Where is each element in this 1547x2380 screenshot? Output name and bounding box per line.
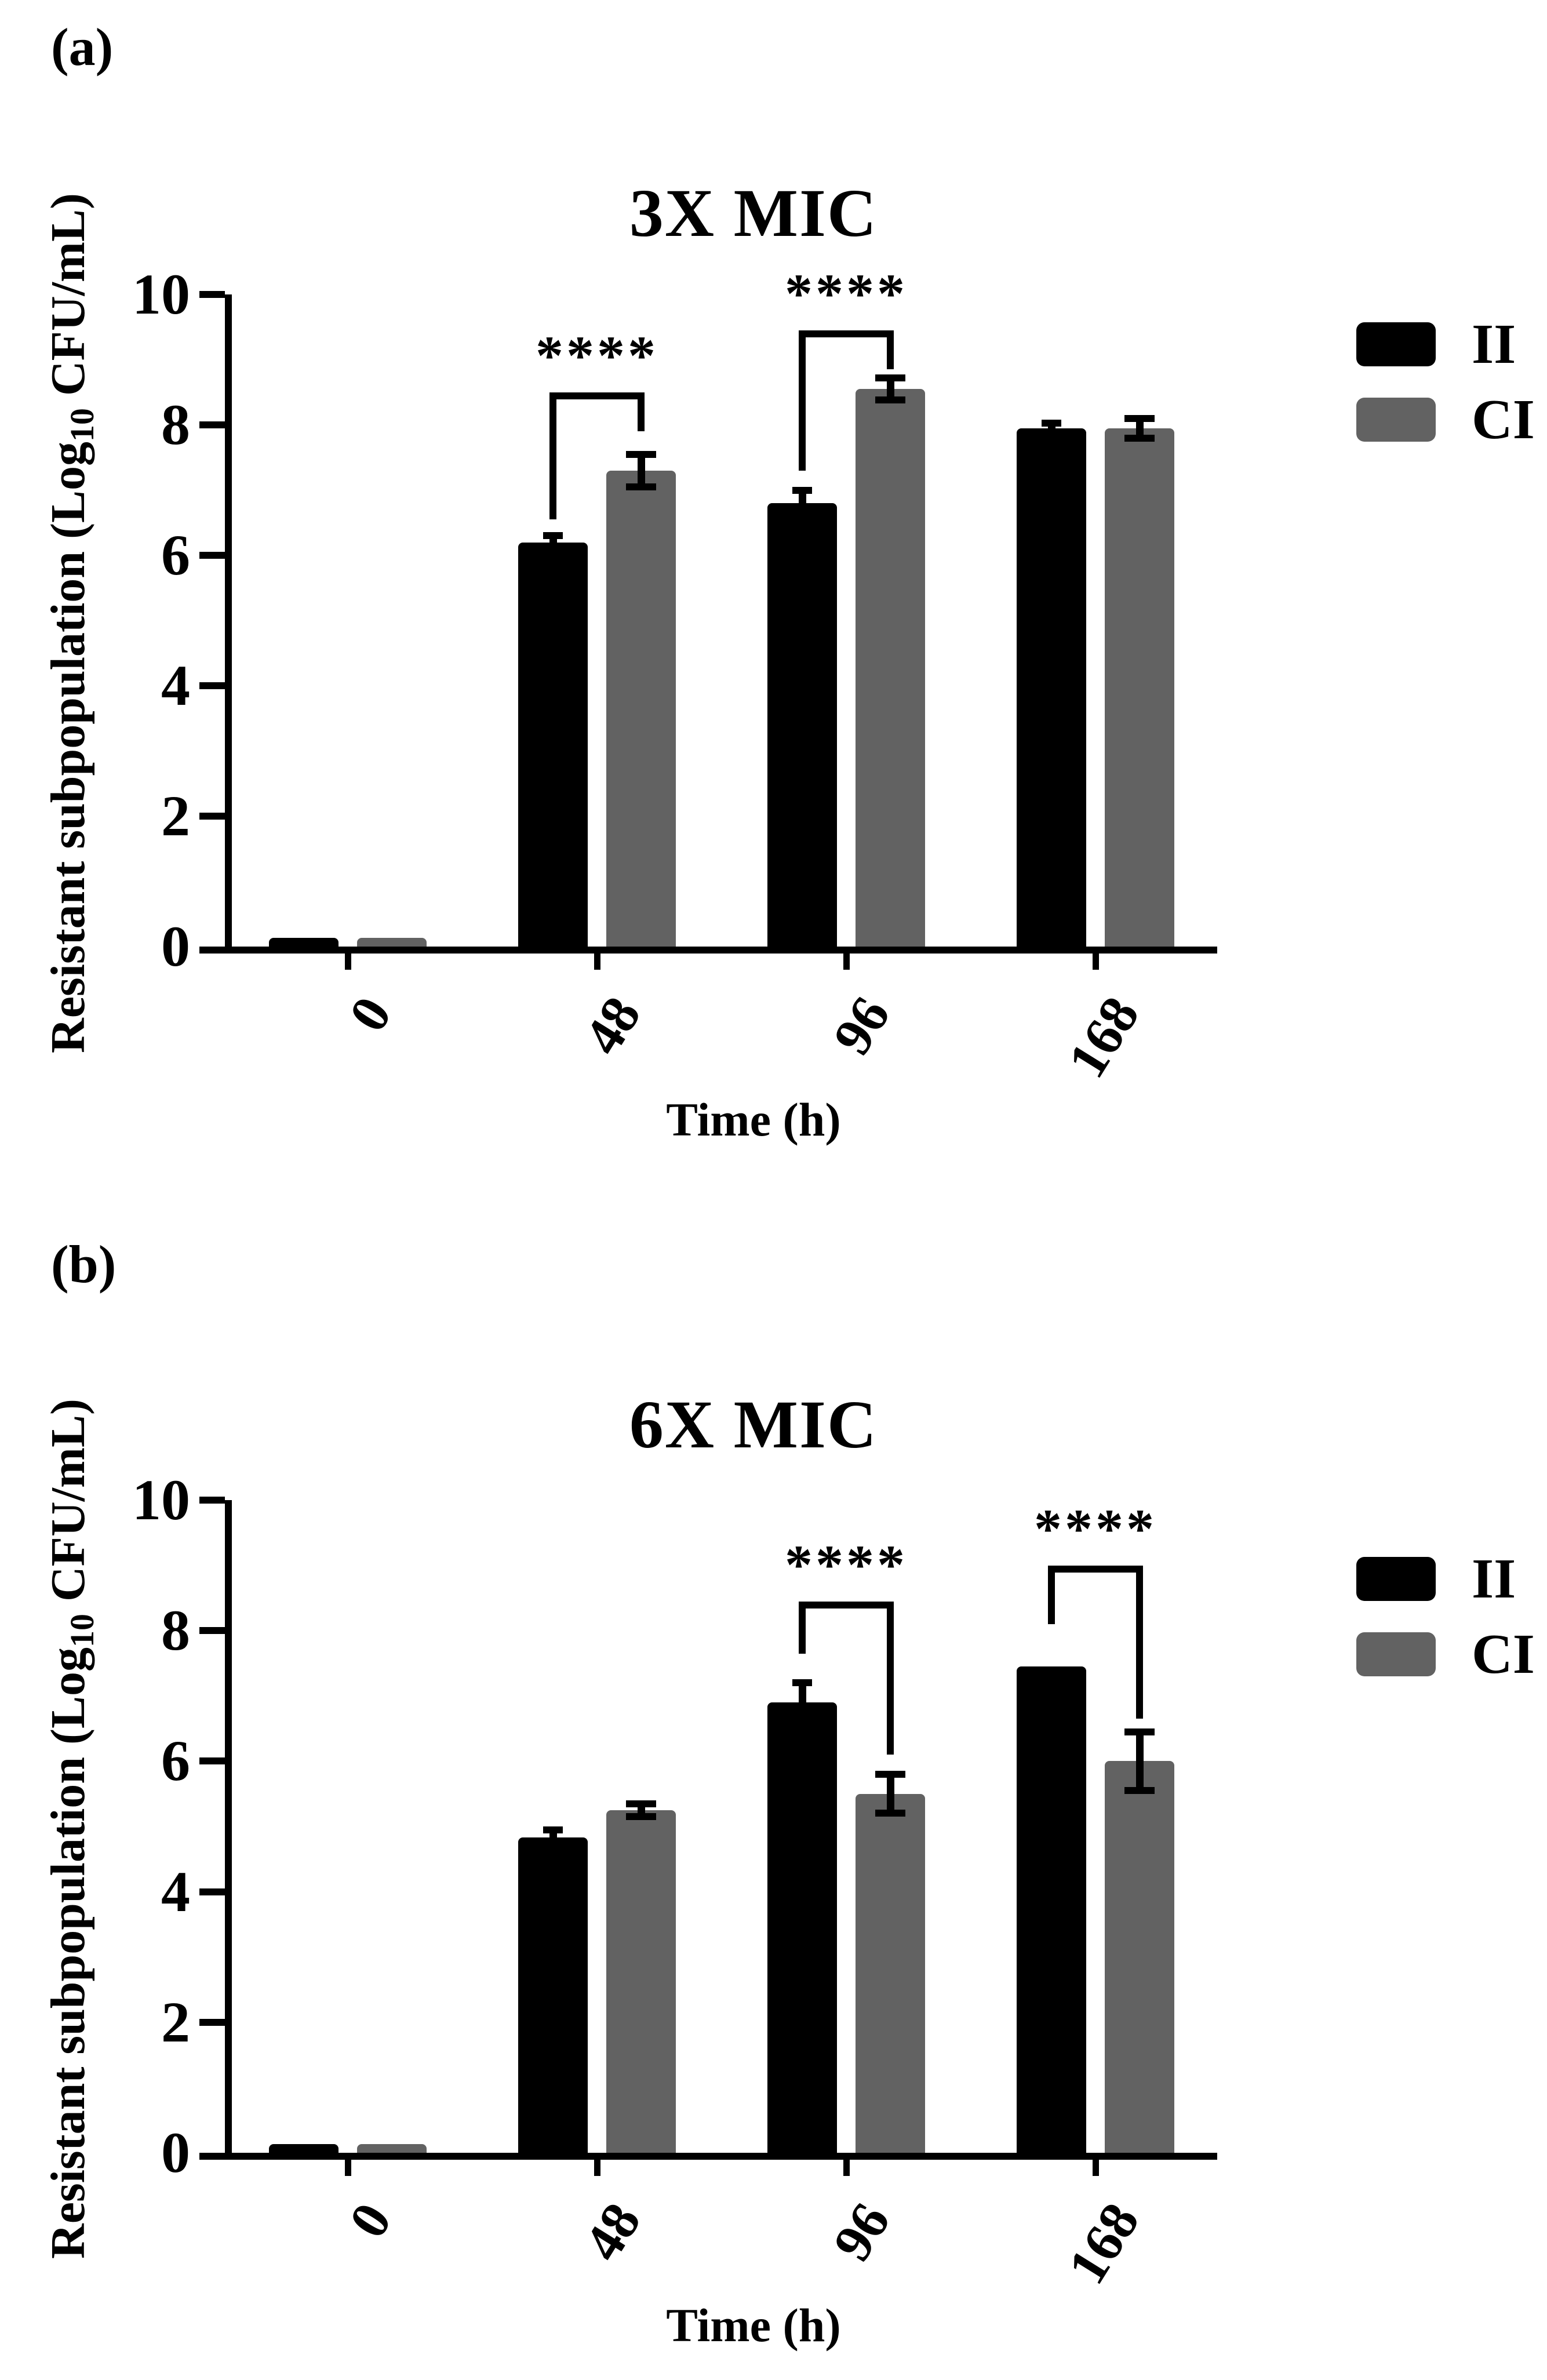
y-tick-label: 10 — [132, 262, 190, 326]
y-tick-label: 4 — [161, 1859, 190, 1924]
y-axis-title-subscript: 10 — [63, 408, 101, 442]
legend-swatch-ii — [1356, 1557, 1436, 1601]
bar-ci-168 — [1105, 1761, 1174, 2153]
significance-stars: **** — [536, 324, 658, 387]
y-tick-label: 0 — [161, 914, 190, 978]
y-tick — [199, 421, 225, 428]
legend-item-ii — [1356, 1548, 1535, 1626]
legend-item-ci — [1356, 1623, 1535, 1701]
y-axis-title-subscript-b: 10 — [63, 1614, 101, 1647]
x-tick — [843, 2160, 850, 2176]
y-tick — [199, 947, 225, 954]
bar-ci-168 — [1105, 428, 1174, 947]
y-tick — [199, 1757, 225, 1764]
y-axis-title-text2-b: CFU/mL) — [41, 1399, 95, 1614]
x-category-label: 0 — [337, 987, 403, 1042]
panel-label-b: (b) — [51, 1235, 117, 1294]
x-category-label: 48 — [572, 2193, 653, 2272]
y-tick — [199, 291, 225, 298]
significance-bracket-left — [549, 392, 556, 519]
error-bar-cap-bottom — [792, 1719, 812, 1726]
error-bar-stem — [887, 1774, 894, 1814]
y-tick — [199, 1497, 225, 1504]
y-tick — [199, 1888, 225, 1895]
legend-label-ii: II — [1472, 313, 1516, 376]
x-tick — [843, 954, 850, 970]
legend-b — [1356, 1548, 1535, 1701]
x-tick — [345, 954, 351, 970]
error-bar-cap-top — [792, 487, 812, 494]
x-category-label: 0 — [337, 2193, 403, 2248]
panel-b — [0, 1188, 1547, 2380]
legend-item-ci — [1356, 388, 1535, 467]
chart-title-6x-mic: 6X MIC — [629, 1386, 878, 1462]
bar-ii-96 — [767, 503, 837, 947]
y-tick — [199, 682, 225, 689]
y-tick — [199, 552, 225, 559]
y-tick — [199, 1627, 225, 1634]
error-bar-cap-top — [1124, 1728, 1155, 1735]
plot-area-a — [0, 0, 1547, 1188]
y-tick — [199, 2019, 225, 2026]
error-bar-stem — [1136, 1732, 1144, 1791]
x-axis-title-b: Time (h) — [666, 2299, 841, 2352]
error-bar-stem — [638, 454, 645, 487]
x-tick — [594, 2160, 600, 2176]
legend-swatch-ii — [1356, 322, 1436, 366]
error-bar-cap-bottom — [792, 513, 812, 520]
y-axis-title-text2: CFU/mL) — [41, 193, 95, 408]
error-bar-cap-top — [626, 451, 656, 458]
error-bar-cap-top — [543, 1826, 563, 1833]
x-tick — [345, 2160, 351, 2176]
significance-bracket-bar — [799, 1602, 894, 1608]
error-bar-cap-bottom — [1124, 1787, 1155, 1794]
error-bar-cap-bottom — [1042, 430, 1061, 437]
significance-bracket-right — [887, 330, 894, 370]
bar-ii-168 — [1017, 428, 1086, 947]
bar-ci-48 — [606, 1810, 676, 2153]
y-tick-label: 0 — [161, 2120, 190, 2185]
significance-bracket-bar — [549, 392, 645, 399]
x-axis-title-a: Time (h) — [666, 1093, 841, 1146]
panel-label-a: (a) — [51, 17, 114, 77]
error-bar-cap-bottom — [875, 396, 905, 403]
bar-ci-48 — [606, 471, 676, 947]
significance-bracket-bar — [1048, 1566, 1143, 1573]
error-bar-cap-top — [792, 1679, 812, 1686]
significance-stars: **** — [785, 1533, 908, 1596]
y-tick-label: 8 — [161, 1598, 190, 1663]
legend-label-ci: CI — [1472, 1623, 1535, 1686]
significance-bracket-right — [887, 1602, 894, 1755]
error-bar-cap-bottom — [875, 1810, 905, 1817]
error-bar-cap-bottom — [626, 483, 656, 490]
significance-bracket-right — [638, 392, 645, 432]
y-tick-label: 2 — [161, 784, 190, 848]
legend-item-ii — [1356, 313, 1535, 391]
x-category-label: 96 — [821, 2193, 902, 2272]
significance-bracket-right — [1136, 1566, 1143, 1719]
chart-title-3x-mic: 3X MIC — [629, 175, 878, 251]
significance-bracket-bar — [799, 330, 894, 337]
bar-ii-48 — [518, 1837, 588, 2153]
legend-a — [1356, 313, 1535, 467]
y-axis-line — [225, 294, 232, 954]
bar-ci-0 — [357, 938, 427, 947]
significance-bracket-left — [799, 1602, 806, 1654]
error-bar-stem — [799, 1683, 806, 1722]
bar-ii-96 — [767, 1702, 837, 2153]
y-tick-label: 8 — [161, 392, 190, 457]
bar-ii-0 — [269, 2144, 338, 2153]
bar-ci-0 — [357, 2144, 427, 2153]
legend-swatch-ci — [1356, 1632, 1436, 1676]
x-tick — [1093, 954, 1099, 970]
x-tick — [594, 954, 600, 970]
significance-bracket-left — [799, 330, 806, 471]
x-axis-line — [225, 2153, 1217, 2160]
error-bar-cap-top — [1042, 420, 1061, 427]
y-axis-title-text: Resistant subpopulation (Log — [41, 442, 95, 1053]
legend-label-ci: CI — [1472, 388, 1535, 451]
y-tick-label: 2 — [161, 1989, 190, 2054]
bar-ci-96 — [856, 389, 925, 947]
x-category-label: 168 — [1056, 987, 1151, 1088]
x-category-label: 168 — [1056, 2193, 1151, 2294]
x-category-label: 48 — [572, 987, 653, 1065]
error-bar-cap-top — [875, 1771, 905, 1778]
x-axis-line — [225, 947, 1217, 954]
bar-ii-168 — [1017, 1666, 1086, 2153]
legend-label-ii: II — [1472, 1548, 1516, 1610]
y-axis-line — [225, 1500, 232, 2160]
y-axis-title-text-b: Resistant subpopulation (Log — [41, 1647, 95, 2259]
plot-area-b — [0, 1188, 1547, 2380]
error-bar-cap-bottom — [543, 1842, 563, 1849]
significance-stars: **** — [785, 262, 908, 325]
panel-a — [0, 0, 1547, 1188]
y-tick-label: 4 — [161, 653, 190, 718]
error-bar-cap-top — [1124, 415, 1155, 422]
bar-ii-48 — [518, 543, 588, 947]
error-bar-cap-bottom — [1124, 435, 1155, 442]
error-bar-cap-bottom — [626, 1813, 656, 1820]
y-tick-label: 6 — [161, 523, 190, 587]
legend-swatch-ci — [1356, 398, 1436, 442]
y-tick-label: 6 — [161, 1728, 190, 1793]
bar-ci-96 — [856, 1794, 925, 2153]
error-bar-cap-top — [875, 374, 905, 381]
y-tick-label: 10 — [132, 1468, 190, 1532]
error-bar-cap-bottom — [543, 545, 563, 552]
error-bar-cap-top — [626, 1800, 656, 1807]
error-bar-cap-top — [543, 532, 563, 539]
x-tick — [1093, 2160, 1099, 2176]
y-tick — [199, 813, 225, 820]
significance-bracket-left — [1048, 1566, 1055, 1624]
bar-ii-0 — [269, 938, 338, 947]
x-category-label: 96 — [821, 987, 902, 1065]
significance-stars: **** — [1034, 1497, 1157, 1560]
y-tick — [199, 2153, 225, 2160]
